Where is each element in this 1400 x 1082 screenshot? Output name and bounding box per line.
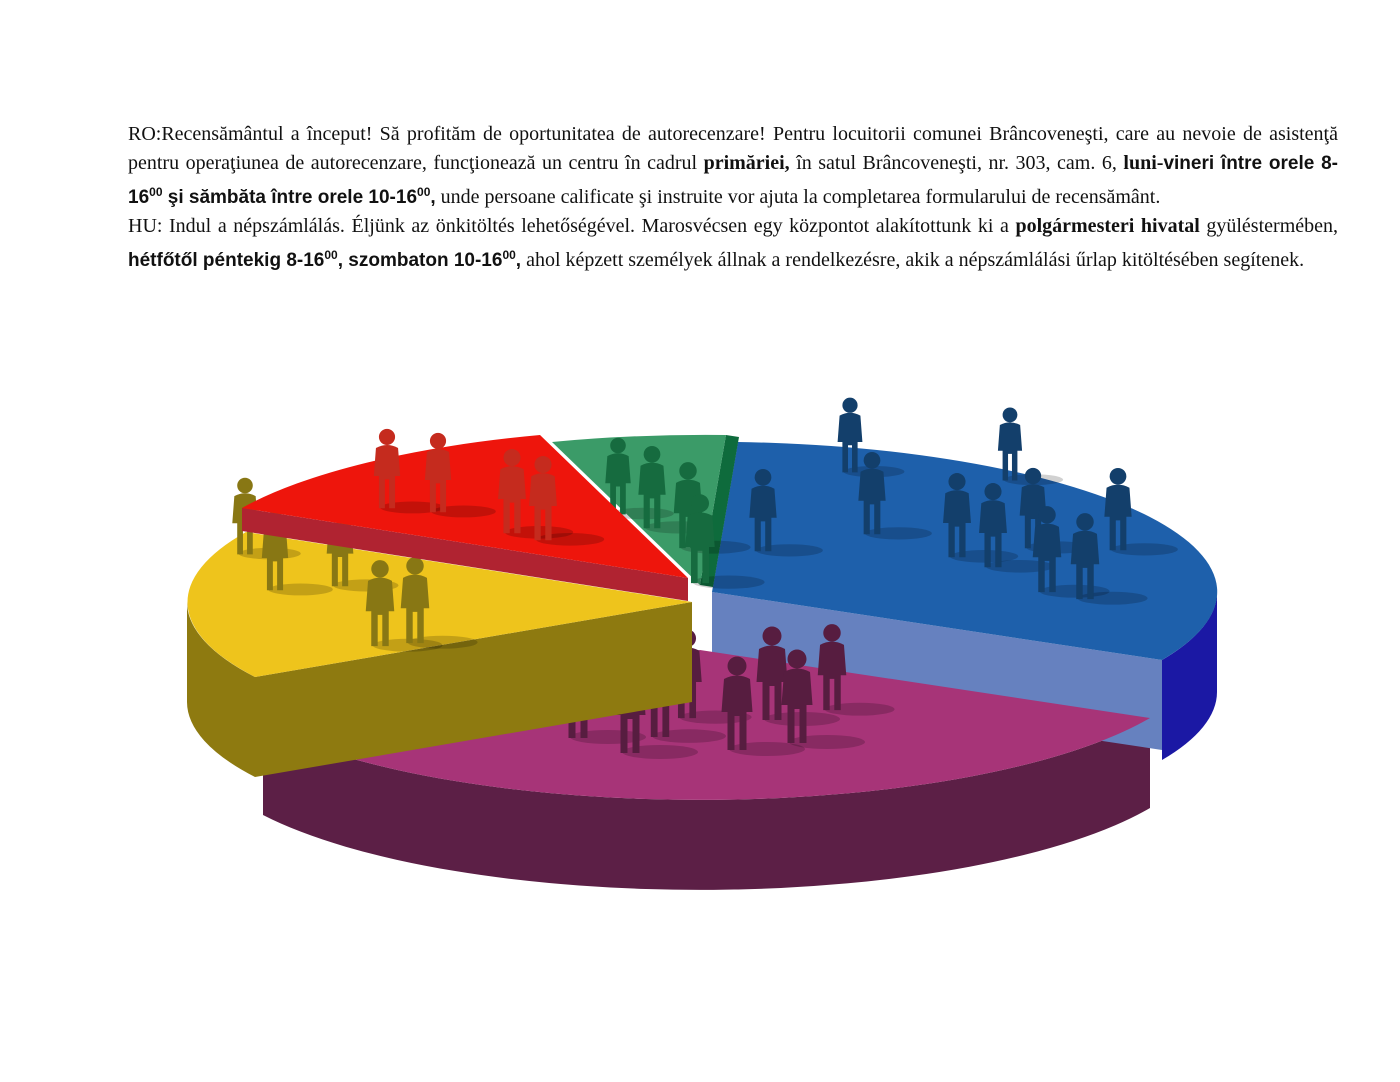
text-segment: RO:Recensământul a început! Să profităm de oportunitatea de autorecenzare! Pentru locuitorii comunei Brâncoveneşti, care au nevoie de asistenţă pentru operaţiunea de autorecenzare, funcţionează un centru în cadrul [128, 123, 1338, 174]
text-segment: ahol képzett személyek állnak a rendelkezésre, akik a népszámlálási űrlap kitöltésében segítenek. [521, 249, 1305, 271]
population-pie-chart [180, 390, 1230, 955]
text-segment: şi sămbăta între orele 10-16 [162, 187, 418, 208]
text-segment: 00 [324, 248, 338, 262]
text-segment: HU: Indul a népszámlálás. Éljünk az önkitöltés lehetőségével. Marosvécsen egy központot alakítottunk ki a [128, 215, 1016, 237]
text-segment: vineri între orele 8-16 [128, 153, 1338, 208]
text-segment: hétfőtől péntekig 8-16 [128, 250, 325, 271]
text-segment: polgármesteri hivatal [1015, 215, 1200, 237]
text-segment: , szombaton 10-16 [337, 250, 503, 271]
text-segment: 00 [502, 248, 516, 262]
text-segment: 00 [149, 185, 163, 199]
text-segment: 00 [417, 185, 431, 199]
pie-chart-figure [180, 390, 1230, 955]
announcement-text-block [128, 120, 1338, 275]
text-segment: , [515, 250, 522, 271]
paragraph-ro [128, 120, 1338, 212]
text-segment: luni- [1123, 152, 1164, 174]
paragraph-hu [128, 212, 1338, 275]
text-segment: , [430, 187, 436, 208]
text-segment: primăriei, [703, 152, 790, 174]
text-segment: în satul Brâncoveneşti, nr. 303, cam. 6, [789, 152, 1124, 174]
text-segment: gyüléstermében, [1199, 215, 1338, 237]
text-segment: unde persoane calificate şi instruite vor ajuta la completarea formularului de recensământ. [435, 186, 1161, 208]
